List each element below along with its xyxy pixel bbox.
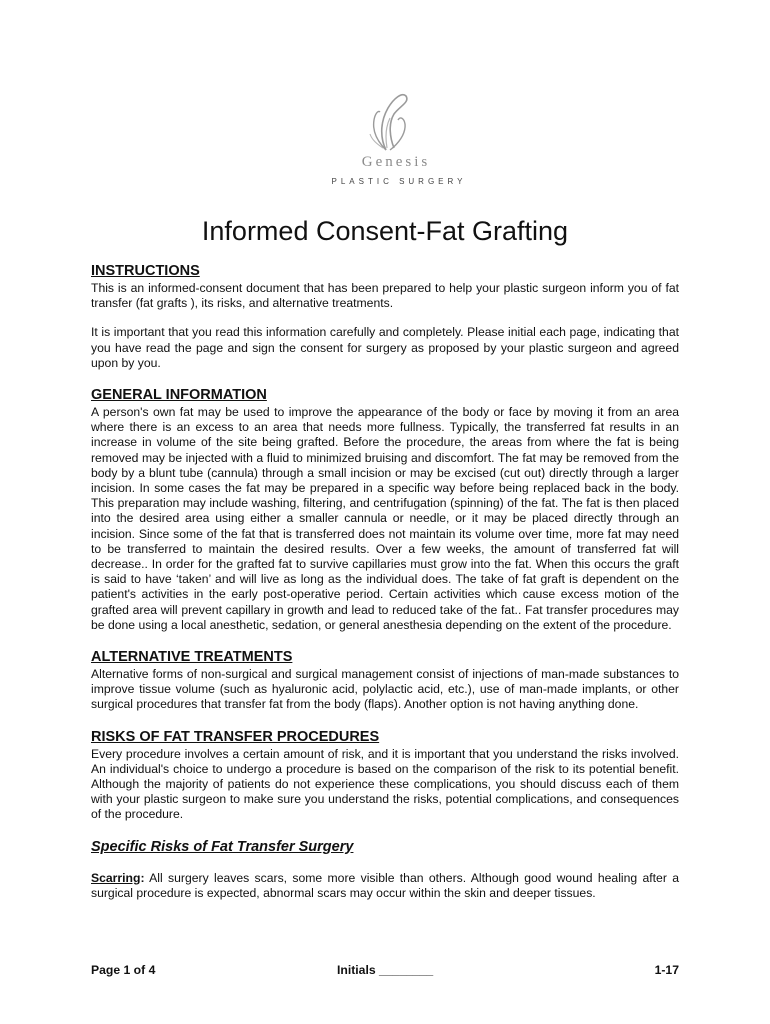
- scarring-paragraph: [91, 871, 679, 901]
- genesis-logo: [0, 86, 770, 186]
- scarring-colon: :: [140, 870, 145, 885]
- brand-name: Genesis: [361, 154, 431, 170]
- scarring-label: Scarring: [91, 870, 141, 885]
- risks-heading: RISKS OF FAT TRANSFER PROCEDURES: [91, 728, 380, 745]
- leaf-logo-icon: [350, 86, 420, 152]
- brand-tagline: PLASTIC SURGERY: [331, 177, 467, 186]
- form-code: 1-17: [654, 963, 679, 977]
- page-number: Page 1 of 4: [91, 963, 156, 977]
- instructions-heading: INSTRUCTIONS: [91, 263, 200, 279]
- alternative-treatments-heading: ALTERNATIVE TREATMENTS: [91, 649, 293, 666]
- document-title: Informed Consent-Fat Grafting: [201, 216, 569, 246]
- specific-risks-heading: Specific Risks of Fat Transfer Surgery: [91, 838, 354, 855]
- instructions-paragraph-2: It is important that you read this information carefully and completely. Please initial each page, indicating that you have read the page and sign the consent for surgery as proposed by your plastic surgeon and agreed upon by you.: [91, 325, 679, 370]
- alternative-treatments-paragraph: Alternative forms of non-surgical and surgical management consist of injections of man-made substances to improve tissue volume (such as hyaluronic acid, polylactic acid, etc.), use of man-made implants, or other surgical procedures that transfer fat from the body (flaps). Another option is not having anything done.: [91, 667, 679, 712]
- instructions-paragraph-1: This is an informed-consent document that has been prepared to help your plastic surgeon inform you of fat transfer (fat grafts ), its risks, and alternative treatments.: [91, 281, 679, 311]
- general-information-paragraph: A person's own fat may be used to improve the appearance of the body or face by moving it from an area where there is an excess to an area that needs more fullness. Typically, the transferred fat results in an increase in volume of the site being grafted. Before the procedure, the areas from where the fat is being removed may be injected with a fluid to minimized bruising and discomfort. The fat may be removed from the body by a blunt tube (cannula) through a small incision or may be excised (cut out) directly through a larger incision. In some cases the fat may be prepared in a specific way before being replaced back in the body. This preparation may include washing, filtering, and centrifugation (spinning) of the fat. The fat is then placed into the desired area using either a smaller cannula or needle, or it may be placed directly through an incision. Since some of the fat that is transferred does not maintain its volume over time, more fat may need to be transferred to maintain the desired results. Over a few weeks, the amount of transferred fat will decrease.. In order for the grafted fat to survive capillaries must grow into the fat. When this occurs the graft is said to have ‘taken’ and will live as long as the individual does. The take of fat graft is dependent on the patient's activities in the early post-operative period. Certain activities which cause excess motion of the grafted area will prevent capillary in growth and lead to reduced take of the fat.. Fat transfer procedures may be done using a local anesthetic, sedation, or general anesthesia depending on the extent of the procedure.: [91, 405, 679, 632]
- document-body: [91, 262, 679, 901]
- risks-paragraph: Every procedure involves a certain amount of risk, and it is important that you understand the risks involved. An individual's choice to undergo a procedure is based on the comparison of the risk to its potential benefit. Although the majority of patients do not experience these complications, you should discuss each of them with your plastic surgeon to make sure you understand the risks, potential complications, and consequences of the procedure.: [91, 746, 679, 822]
- general-information-heading: GENERAL INFORMATION: [91, 387, 267, 404]
- scarring-text: All surgery leaves scars, some more visible than others. Although good wound healing after a surgical procedure is expected, abnormal scars may occur within the skin and deeper tissues.: [91, 870, 679, 900]
- initials-field: Initials ________: [337, 963, 434, 977]
